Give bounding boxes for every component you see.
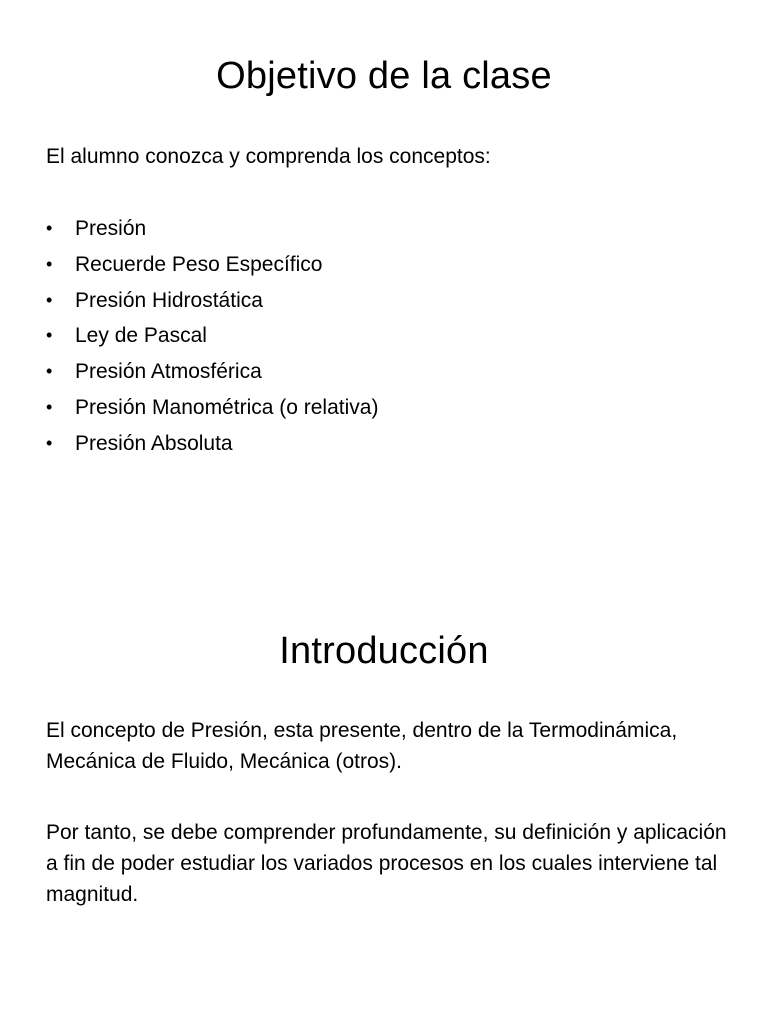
- intro-text: El alumno conozca y comprenda los conceptos:: [46, 145, 491, 168]
- list-item: [46, 247, 378, 283]
- slide-title: Introducción: [279, 630, 489, 672]
- list-item-label: Presión Atmosférica: [75, 360, 262, 384]
- bullet-icon: •: [46, 289, 53, 310]
- list-item-label: Presión Manométrica (o relativa): [75, 395, 379, 419]
- list-item-label: Recuerde Peso Específico: [75, 252, 323, 276]
- list-item: [46, 390, 378, 426]
- paragraph: El concepto de Presión, esta presente, dentro de la Termodinámica, Mecánica de Fluido, Mecánica (otros).: [46, 719, 678, 773]
- list-item: [46, 318, 378, 354]
- paragraph: Por tanto, se debe comprender profundamente, su definición y aplicación a fin de poder estudiar los variados procesos en los cuales interviene tal magnitud.: [46, 821, 727, 906]
- bullet-icon: •: [46, 325, 53, 346]
- bullet-icon: •: [46, 361, 53, 382]
- list-item: [46, 211, 378, 247]
- list-item-label: Presión Hidrostática: [75, 288, 263, 312]
- bullet-icon: •: [46, 253, 53, 274]
- bullet-icon: •: [46, 396, 53, 417]
- list-item-label: Presión Absoluta: [75, 431, 233, 455]
- list-item: [46, 354, 378, 390]
- list-item: [46, 426, 378, 462]
- concept-list: [46, 211, 378, 462]
- slide-title: Objetivo de la clase: [216, 55, 552, 97]
- list-item-label: Presión: [75, 217, 147, 240]
- slide-introduccion: [0, 512, 768, 1024]
- bullet-icon: •: [46, 432, 53, 453]
- bullet-icon: •: [46, 218, 53, 238]
- list-item: [46, 283, 378, 319]
- list-item-label: Ley de Pascal: [75, 324, 207, 348]
